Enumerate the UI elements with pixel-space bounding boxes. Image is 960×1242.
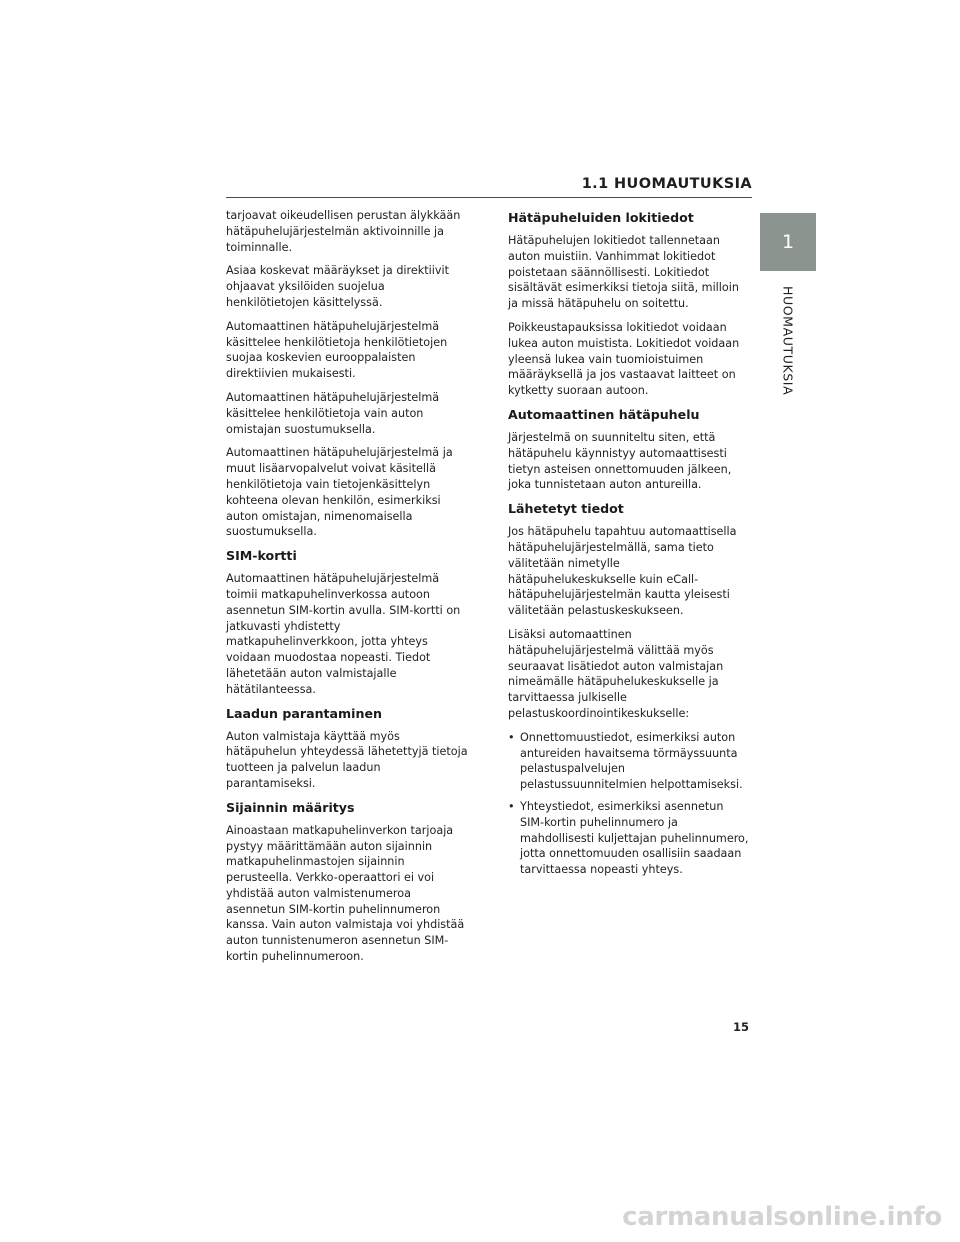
section-heading-call-logs: Hätäpuheluiden lokitiedot <box>508 210 694 225</box>
paragraph: Asiaa koskevat määräykset ja direktiivit ohjaavat yksilöiden suojelua henkilötietojen käsittelyssä. <box>226 264 449 309</box>
section-heading-sim-card: SIM-kortti <box>226 548 297 564</box>
chapter-tab-label: HUOMAUTUKSIA <box>780 286 796 396</box>
paragraph: Automaattinen hätäpuhelujärjestelmä ja muut lisäarvopalvelut voivat käsitellä henkilötietoja vain tietojenkäsittelyn kohteena olevan henkilön, esimerkiksi auton omistajan, nimenomaisella suostumuksella. <box>226 446 453 539</box>
section-heading-location: Sijainnin määritys <box>226 799 355 815</box>
page-number: 15 <box>732 1020 749 1034</box>
paragraph: tarjoavat oikeudellisen perustan älykkään hätäpuhelujärjestelmän aktivoinnille ja toiminnalle. <box>226 209 461 254</box>
paragraph: Lisäksi automaattinen hätäpuhelujärjestelmä välittää myös seuraavat lisätiedot auton valmistajan nimeämälle hätäpuhelukeskukselle ja tarvittaessa julkiselle pelastuskoordinointikeskukselle: <box>508 627 724 720</box>
paragraph: Järjestelmä on suunniteltu siten, että hätäpuhelu käynnistyy automaattisesti tietyn asteisen onnettomuuden jälkeen, joka tunnistetaan auton antureilla. <box>508 430 732 492</box>
left-column <box>226 208 468 973</box>
page-header-title: 1.1 HUOMAUTUKSIA <box>581 176 752 192</box>
bullet-marker: • <box>508 730 515 744</box>
watermark: carmanualsonline.info <box>622 1202 942 1232</box>
list-item-text: Onnettomuustiedot, esimerkiksi auton antureiden havaitsema törmäyssuunta pelastuspalvelujen pelastussuunnitelmien helpottamiseksi. <box>520 730 743 792</box>
section-heading-sent-data: Lähetetyt tiedot <box>508 501 624 517</box>
paragraph: Automaattinen hätäpuhelujärjestelmä käsittelee henkilötietoja vain auton omistajan suostumuksella. <box>226 390 440 436</box>
header-divider <box>226 197 752 198</box>
section-heading-quality: Laadun parantaminen <box>226 705 382 721</box>
bullet-marker: • <box>508 799 515 813</box>
section-heading-automatic-call: Automaattinen hätäpuhelu <box>508 406 700 422</box>
paragraph: Auton valmistaja käyttää myös hätäpuhelun yhteydessä lähetettyjä tietoja tuotteen ja palvelun laadun parantamiseksi. <box>226 729 468 790</box>
bullet-list <box>508 730 750 878</box>
list-item <box>508 730 750 793</box>
paragraph: Hätäpuhelujen lokitiedot tallennetaan auton muistiin. Vanhimmat lokitiedot poistetaan säännöllisesti. Lokitiedot sisältävät esimerkiksi tietoja siitä, milloin ja missä hätäpuhelu on soitettu. <box>508 234 739 311</box>
paragraph: Automaattinen hätäpuhelujärjestelmä toimii matkapuhelinverkossa autoon asennetun SIM-kortin avulla. SIM-kortti on jatkuvasti yhdistetty matkapuhelinverkkoon, jotta yhteys voidaan muodostaa nopeasti. Tiedot lähetetään auton valmistajalle hätätilanteessa. <box>226 572 461 696</box>
paragraph: Ainoastaan matkapuhelinverkon tarjoaja pystyy määrittämään auton sijainnin matkapuhelinmastojen sijainnin perusteella. Verkko-operaattori ei voi yhdistää auton valmistenumeroa asennetun SIM-kortin puhelinnumeron kanssa. Vain auton valmistaja voi yhdistää auton tunnistenumeron asennetun SIM-kortin puhelinnumeroon. <box>226 823 465 964</box>
paragraph: Poikkeustapauksissa lokitiedot voidaan lukea auton muistista. Lokitiedot voidaan yleensä lukea vain tuomioistuimen määräyksellä ja jos vastaavat laitteet on kytketty suoraan autoon. <box>508 320 740 398</box>
paragraph: Automaattinen hätäpuhelujärjestelmä käsittelee henkilötietoja henkilötietojen suojaa koskevien eurooppalaisten direktiivien mukaisesti. <box>226 319 448 381</box>
list-item <box>508 799 750 878</box>
chapter-tab-number: 1 <box>781 231 795 253</box>
list-item-text: Yhteystiedot, esimerkiksi asennetun SIM-kortin puhelinnumero ja mahdollisesti kuljettajan puhelinnumero, jotta onnettomuuden osallisiin saadaan tarvittaessa nopeasti yhteys. <box>520 799 749 877</box>
paragraph: Jos hätäpuhelu tapahtuu automaattisella hätäpuhelujärjestelmällä, sama tieto välitetään nimetylle hätäpuhelukeskukselle kuin eCall-hätäpuhelujärjestelmän kautta yleisesti välitetään pelastuskeskukseen. <box>508 525 737 618</box>
right-column <box>508 208 750 884</box>
chapter-tab <box>760 213 816 271</box>
